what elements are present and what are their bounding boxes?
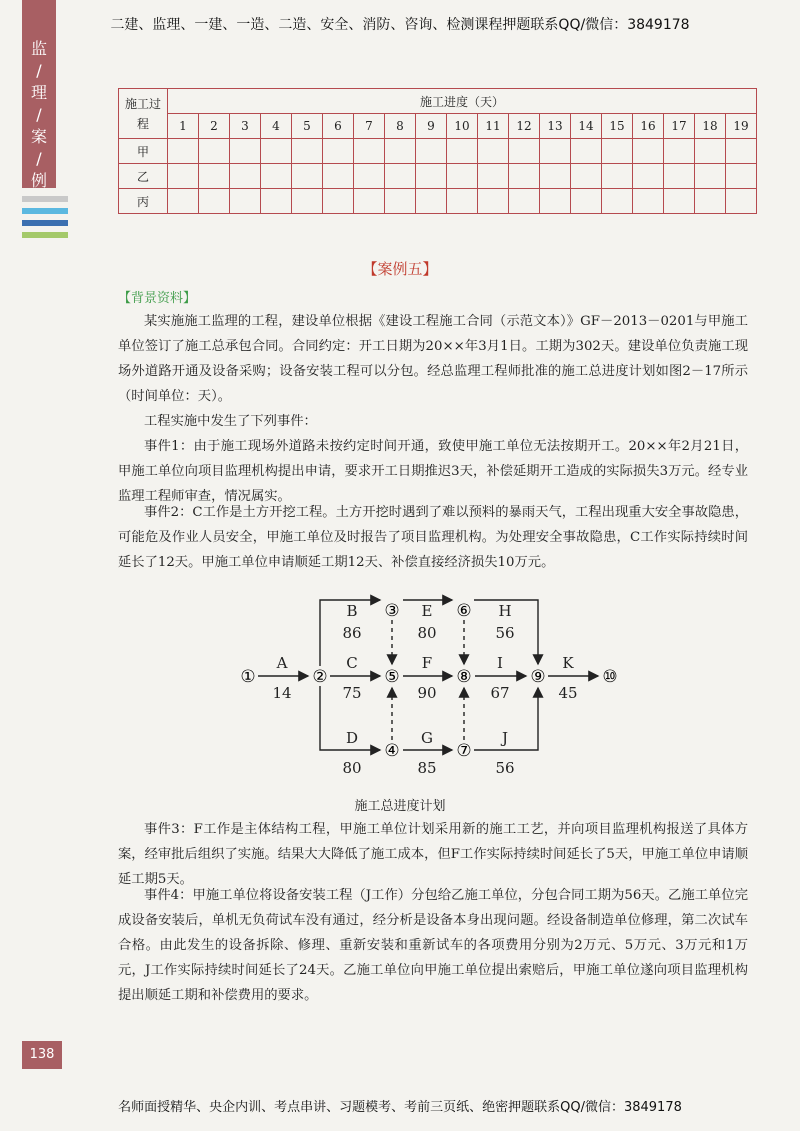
schedule-cell xyxy=(416,189,447,214)
activity-name: C xyxy=(346,654,358,672)
schedule-cell xyxy=(323,139,354,164)
network-node: ⑩ xyxy=(602,667,618,687)
day-header: 4 xyxy=(261,114,292,139)
process-row-label: 甲 xyxy=(119,139,168,164)
decor-stripe xyxy=(22,232,68,238)
paragraph: 事件1：由于施工现场外道路未按约定时间开通，致使甲施工单位无法按期开工。20××年2月21日，甲施工单位向项目监理机构提出申请，要求开工日期推迟3天，补偿延期开工造成的实际损失3万元。经专业监理工程师审查，情况属实。 xyxy=(118,439,748,504)
activity-name: I xyxy=(497,654,503,672)
sidebar-char: 案 xyxy=(30,127,47,146)
schedule-cell xyxy=(292,164,323,189)
schedule-cell xyxy=(478,189,509,214)
schedule-cell xyxy=(416,139,447,164)
day-header: 18 xyxy=(695,114,726,139)
day-header: 6 xyxy=(323,114,354,139)
schedule-cell xyxy=(230,139,261,164)
day-header: 9 xyxy=(416,114,447,139)
day-header: 12 xyxy=(509,114,540,139)
activity-duration: 14 xyxy=(272,684,292,702)
schedule-cell xyxy=(323,164,354,189)
schedule-cell xyxy=(261,189,292,214)
process-row-label: 乙 xyxy=(119,164,168,189)
sidebar-char: 监 xyxy=(30,39,47,58)
schedule-cell xyxy=(261,139,292,164)
activity-name: A xyxy=(276,654,288,672)
diagram-caption: 施工总进度计划 xyxy=(354,799,446,814)
day-header: 3 xyxy=(230,114,261,139)
schedule-cell xyxy=(602,139,633,164)
activity-name: F xyxy=(421,654,433,672)
sidebar-char: / xyxy=(36,61,42,80)
activity-duration: 85 xyxy=(417,759,437,777)
network-node: ⑨ xyxy=(530,667,546,687)
activity-name: K xyxy=(562,654,574,672)
schedule-cell xyxy=(447,139,478,164)
network-node: ① xyxy=(240,667,256,687)
paragraph: 某实施施工监理的工程，建设单位根据《建设工程施工合同（示范文本）》GF－2013－0201与甲施工单位签订了施工总承包合同。合同约定：开工日期为20××年3月1日。工期为302天。建设单位负责施工现场外道路开通及设备采购；设备安装工程可以分包。经总监理工程师批准的施工总进度计划如图2－17所示（时间单位：天）。 xyxy=(118,314,748,404)
decor-stripe xyxy=(22,220,68,226)
schedule-cell xyxy=(292,139,323,164)
process-header: 施工过程 xyxy=(119,89,168,139)
paragraph: 工程实施中发生了下列事件： xyxy=(144,414,317,429)
network-node: ⑥ xyxy=(456,601,472,621)
schedule-cell xyxy=(354,139,385,164)
schedule-table xyxy=(118,88,757,214)
schedule-cell xyxy=(323,189,354,214)
schedule-cell xyxy=(261,164,292,189)
schedule-cell xyxy=(695,189,726,214)
schedule-cell xyxy=(416,164,447,189)
schedule-cell xyxy=(478,139,509,164)
process-row-label: 丙 xyxy=(119,189,168,214)
sidebar-char: 理 xyxy=(30,83,47,102)
schedule-cell xyxy=(199,139,230,164)
network-node: ⑦ xyxy=(456,741,472,761)
schedule-cell xyxy=(385,139,416,164)
schedule-cell xyxy=(726,189,757,214)
schedule-cell xyxy=(695,139,726,164)
background-label: 【背景资料】 xyxy=(118,291,197,306)
activity-name: E xyxy=(421,602,433,620)
schedule-cell xyxy=(602,164,633,189)
schedule-cell xyxy=(664,189,695,214)
sidebar-char: / xyxy=(36,149,42,168)
schedule-cell xyxy=(571,164,602,189)
day-header: 17 xyxy=(664,114,695,139)
schedule-cell xyxy=(447,189,478,214)
activity-duration: 56 xyxy=(495,624,515,642)
schedule-cell xyxy=(540,164,571,189)
schedule-cell xyxy=(571,189,602,214)
case-title: 【案例五】 xyxy=(362,260,438,278)
decor-stripe xyxy=(22,196,68,202)
schedule-cell xyxy=(509,164,540,189)
sidebar-char: / xyxy=(36,105,42,124)
day-header: 2 xyxy=(199,114,230,139)
schedule-cell xyxy=(199,164,230,189)
activity-name: B xyxy=(346,602,358,620)
activity-duration: 80 xyxy=(342,759,362,777)
schedule-cell xyxy=(602,189,633,214)
schedule-cell xyxy=(540,189,571,214)
day-header: 7 xyxy=(354,114,385,139)
schedule-cell xyxy=(664,139,695,164)
activity-duration: 90 xyxy=(417,684,437,702)
paragraph: 事件4：甲施工单位将设备安装工程（J工作）分包给乙施工单位，分包合同工期为56天。乙施工单位完成设备安装后，单机无负荷试车没有通过，经分析是设备本身出现问题。经设备制造单位修理，第二次试车合格。由此发生的设备拆除、修理、重新安装和重新试车的各项费用分别为2万元、5万元、3万元和1万元，J工作实际持续时间延长了24天。乙施工单位向甲施工单位提出索赔后，甲施工单位遂向项目监理机构提出顺延工期和补偿费用的要求。 xyxy=(118,888,748,1003)
day-header: 11 xyxy=(478,114,509,139)
schedule-cell xyxy=(385,189,416,214)
schedule-cell xyxy=(385,164,416,189)
schedule-cell xyxy=(199,189,230,214)
activity-duration: 45 xyxy=(558,684,578,702)
network-node: ④ xyxy=(384,741,400,761)
day-header: 5 xyxy=(292,114,323,139)
day-header: 16 xyxy=(633,114,664,139)
activity-duration: 75 xyxy=(342,684,362,702)
network-diagram xyxy=(0,588,800,788)
day-header: 13 xyxy=(540,114,571,139)
activity-duration: 67 xyxy=(490,684,510,702)
activity-name: J xyxy=(501,729,509,747)
schedule-cell xyxy=(633,189,664,214)
schedule-cell xyxy=(478,164,509,189)
activity-name: D xyxy=(345,729,359,747)
schedule-cell xyxy=(168,164,199,189)
sidebar-label xyxy=(22,38,56,192)
network-node: ③ xyxy=(384,601,400,621)
day-header: 8 xyxy=(385,114,416,139)
page-header: 二建、监理、一建、一造、二造、安全、消防、咨询、检测课程押题联系QQ/微信：3849178 xyxy=(110,17,690,33)
activity-name: G xyxy=(421,729,433,747)
activity-name: H xyxy=(498,602,512,620)
paragraph: 事件3：F工作是主体结构工程，甲施工单位计划采用新的施工工艺，并向项目监理机构报送了具体方案，经审批后组织了实施。结果大大降低了施工成本，但F工作实际持续时间延长了5天，甲施工单位申请顺延工期5天。 xyxy=(118,822,748,887)
schedule-cell xyxy=(447,164,478,189)
schedule-cell xyxy=(633,139,664,164)
section-sidebar-tab xyxy=(22,0,56,188)
activity-duration: 56 xyxy=(495,759,515,777)
schedule-cell xyxy=(540,139,571,164)
schedule-cell xyxy=(230,164,261,189)
schedule-cell xyxy=(695,164,726,189)
day-header: 19 xyxy=(726,114,757,139)
schedule-cell xyxy=(168,189,199,214)
network-node: ⑤ xyxy=(384,667,400,687)
network-node: ② xyxy=(312,667,328,687)
page-footer: 名师面授精华、央企内训、考点串讲、习题模考、考前三页纸、绝密押题联系QQ/微信：3849178 xyxy=(118,1100,682,1115)
schedule-cell xyxy=(726,164,757,189)
activity-duration: 86 xyxy=(342,624,362,642)
day-header: 14 xyxy=(571,114,602,139)
page-number: 138 xyxy=(22,1041,62,1069)
paragraph: 事件2：C工作是土方开挖工程。土方开挖时遇到了难以预料的暴雨天气，工程出现重大安全事故隐患，可能危及作业人员安全，甲施工单位及时报告了项目监理机构。为处理安全事故隐患，C工作实际持续时间延长了12天。甲施工单位申请顺延工期12天、补偿直接经济损失10万元。 xyxy=(118,505,748,570)
schedule-cell xyxy=(230,189,261,214)
schedule-cell xyxy=(354,189,385,214)
day-header: 15 xyxy=(602,114,633,139)
schedule-cell xyxy=(509,189,540,214)
network-node: ⑧ xyxy=(456,667,472,687)
day-header: 10 xyxy=(447,114,478,139)
schedule-cell xyxy=(633,164,664,189)
progress-header: 施工进度（天） xyxy=(168,89,757,114)
schedule-cell xyxy=(168,139,199,164)
activity-duration: 80 xyxy=(417,624,437,642)
schedule-cell xyxy=(664,164,695,189)
schedule-cell xyxy=(509,139,540,164)
schedule-cell xyxy=(571,139,602,164)
sidebar-char: 例 xyxy=(30,171,47,190)
schedule-cell xyxy=(726,139,757,164)
decor-stripe xyxy=(22,208,68,214)
day-header: 1 xyxy=(168,114,199,139)
schedule-cell xyxy=(354,164,385,189)
schedule-cell xyxy=(292,189,323,214)
